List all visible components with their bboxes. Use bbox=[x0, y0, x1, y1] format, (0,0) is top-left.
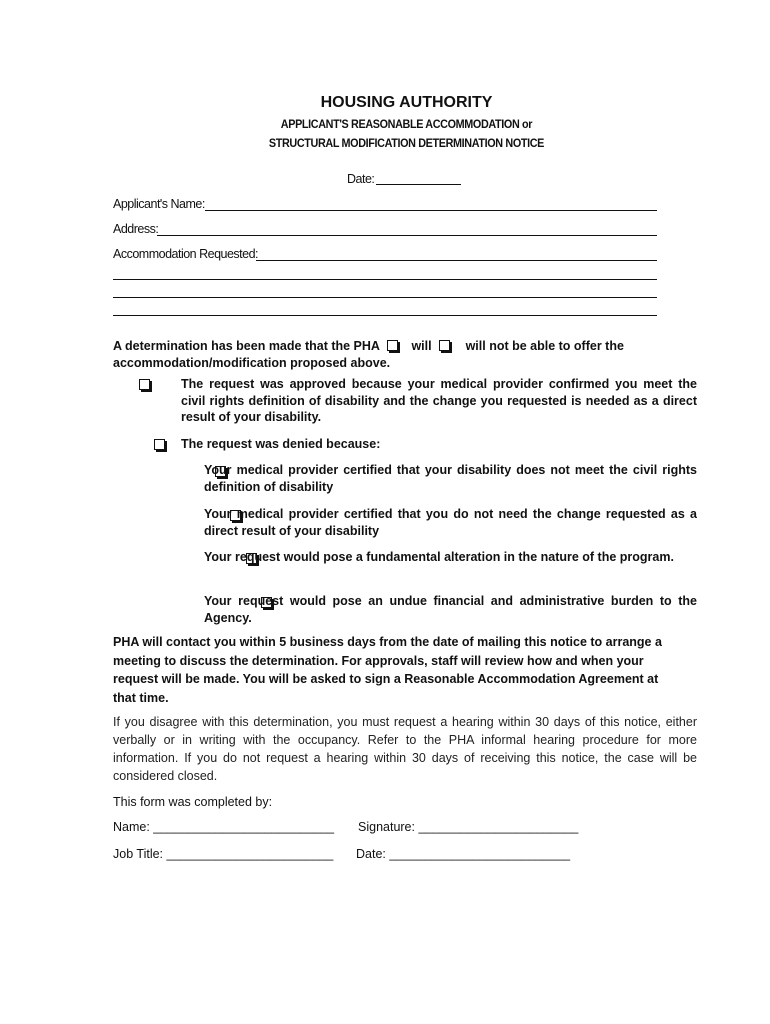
determination-intro-line2: accommodation/modification proposed above. bbox=[113, 356, 391, 370]
reason-4-text: Your request would pose an undue financial and administrative burden to the Agency. bbox=[204, 594, 697, 625]
job-title-field[interactable]: Job Title: ________________________ bbox=[113, 847, 334, 861]
date-label: Date: bbox=[347, 172, 375, 186]
completion-date-field[interactable]: Date: __________________________ bbox=[356, 847, 571, 861]
applicant-name-label: Applicant's Name: bbox=[113, 197, 205, 211]
will-not-checkbox[interactable] bbox=[439, 340, 450, 351]
address-label: Address: bbox=[113, 222, 159, 236]
accommodation-line-4[interactable] bbox=[113, 315, 657, 316]
approved-text: The request was approved because your medical provider confirmed you meet the civil rights definition of disability and the change you requested is needed as a direct result of your disability. bbox=[181, 377, 697, 424]
completer-name-field[interactable]: Name: __________________________ bbox=[113, 820, 335, 834]
accommodation-line-3[interactable] bbox=[113, 297, 657, 298]
denied-label: The request was denied because: bbox=[181, 437, 381, 451]
reason-2-text: Your medical provider certified that you do not need the change requested as a direct result of your disability bbox=[204, 507, 697, 538]
denied-checkbox[interactable] bbox=[154, 439, 165, 450]
document-subtitle-line2: STRUCTURAL MODIFICATION DETERMINATION NOTICE bbox=[268, 136, 545, 150]
approved-checkbox[interactable] bbox=[139, 379, 150, 390]
completed-by-label: This form was completed by: bbox=[113, 795, 273, 809]
accommodation-line-2[interactable] bbox=[113, 279, 657, 280]
reason-1-text: Your medical provider certified that your disability does not meet the civil rights definition of disability bbox=[204, 463, 697, 494]
document-title: HOUSING AUTHORITY bbox=[320, 94, 493, 111]
will-not-label: will not be able to offer the bbox=[465, 339, 624, 353]
reason-3-text: Your request would pose a fundamental alteration in the nature of the program. bbox=[204, 550, 674, 564]
accommodation-requested-label: Accommodation Requested: bbox=[113, 247, 259, 261]
accommodation-requested-field[interactable] bbox=[256, 260, 657, 261]
address-field[interactable] bbox=[157, 235, 657, 236]
will-checkbox[interactable] bbox=[387, 340, 398, 351]
date-field[interactable] bbox=[376, 184, 461, 185]
determination-intro-line1 bbox=[113, 338, 673, 355]
determination-intro-text: A determination has been made that the PHA bbox=[113, 339, 380, 353]
document-subtitle-line1: APPLICANT'S REASONABLE ACCOMMODATION or bbox=[280, 117, 533, 131]
will-label: will bbox=[411, 339, 432, 353]
applicant-name-field[interactable] bbox=[205, 210, 657, 211]
hearing-paragraph: If you disagree with this determination, you must request a hearing within 30 days of this notice, either verbally or in writing with the occupancy. Refer to the PHA informal hearing procedure for more information. If you do not request a hearing within 30 days of receiving this notice, the case will be considered closed. bbox=[113, 715, 697, 783]
signature-field[interactable]: Signature: _______________________ bbox=[358, 820, 579, 834]
contact-paragraph: PHA will contact you within 5 business days from the date of mailing this notice to arrange a meeting to discuss the determination. For approvals, staff will review how and when your request will be made. You will be asked to sign a Reasonable Accommodation Agreement at that time. bbox=[113, 635, 662, 705]
